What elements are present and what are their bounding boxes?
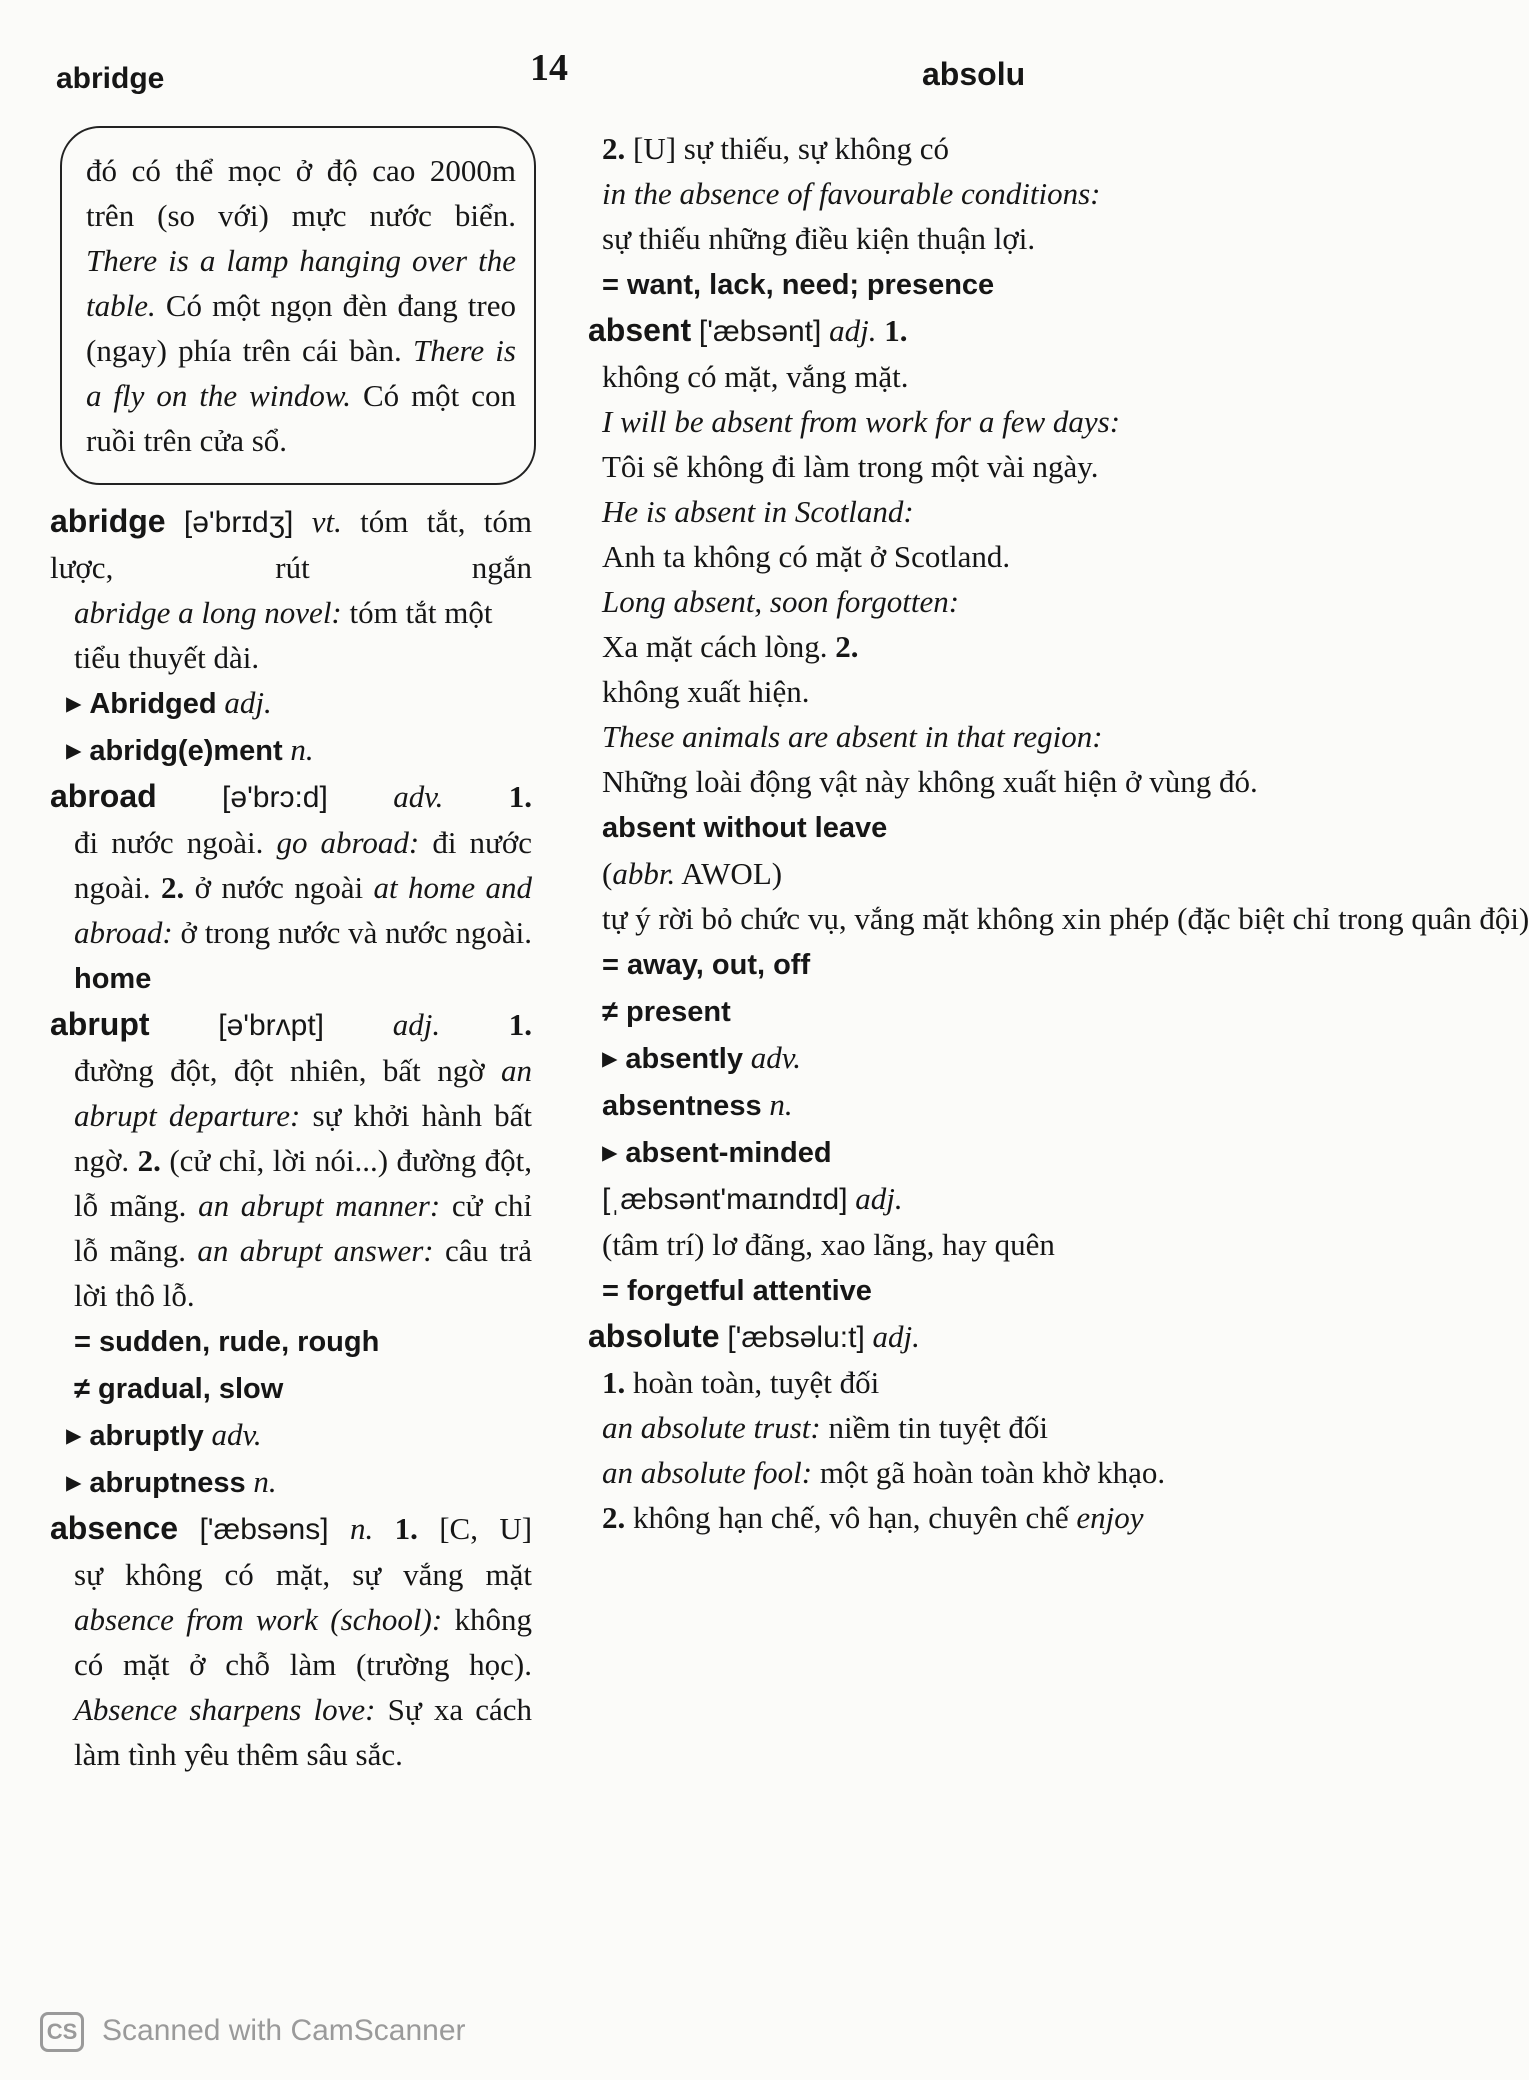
example-translation: cử chỉ lỗ mãng.	[74, 1188, 532, 1268]
part-of-speech: vt.	[311, 504, 342, 539]
example: at home and abroad:	[74, 870, 532, 950]
definition: tóm tắt, tóm lược, rút ngắn	[50, 504, 532, 585]
headword: absolute	[588, 1318, 720, 1354]
opposite: home	[74, 963, 152, 995]
definition: không xuất hiện.	[602, 674, 810, 709]
grammar-code: [C, U]	[439, 1511, 533, 1546]
note-example: There is a lamp hanging over the table.	[86, 243, 516, 323]
camscanner-logo-icon: CS	[40, 2012, 84, 2052]
definition: (cử chỉ, lời nói...) đường đột, lỗ mãng.	[74, 1143, 533, 1223]
headword: abridge	[50, 503, 166, 539]
example-translation: Anh ta không có mặt ở Scotland.	[602, 539, 1011, 574]
page-number: 14	[530, 47, 568, 89]
example: Absence sharpens love:	[74, 1692, 376, 1727]
entry-abridge	[50, 499, 532, 774]
entry-absent: absent ['æbsənt] adj. 1. không có mặt, vắng mặt. I will be absent from work for a few days: Tôi sẽ không đi làm trong một vài ngày. He is absent in Scotland: Anh ta không có mặt ở Scotland. Long absent, soon forgotten: Xa mặt cách lòng. 2. không xuất hiện. These animals are absent in that region: Những loài động vật này không xuất hiện ở vùng đó. absent without leave (abbr. AWOL) tự ý rời bỏ chức vụ, vắng mặt không xin phép (đặc biệt chỉ trong quân đội) = away, out, off ≠ present ▸ absently adv. absentness n. ▸ absent-minded [ˌæbsənt'maɪndɪd] adj. (tâm trí) lơ đãng, xao lãng, hay quên = forgetful attentive	[588, 312, 1529, 1307]
note-text: đó có thể mọc ở độ cao 2000m trên (so với) mực nước biển.	[86, 153, 516, 233]
definition: hoàn toàn, tuyệt đối	[633, 1365, 880, 1400]
derived-form: ▸ absent-minded	[602, 1134, 832, 1169]
right-column	[588, 126, 1529, 1540]
part-of-speech: adj.	[872, 1319, 920, 1354]
derived-form: ▸ absently adv.	[602, 1040, 801, 1075]
definition: sự thiếu, sự không có	[683, 131, 950, 166]
entry-absence: absence ['æbsəns] n. 1. [C, U] sự không có mặt, sự vắng mặt absence from work (school): không có mặt ở chỗ làm (trường học). Absence sharpens love: Sự xa cách làm tình yêu thêm sâu sắc.	[50, 1510, 533, 1772]
pronunciation: ['æbsənt]	[698, 315, 822, 348]
headword: absence	[50, 1510, 179, 1546]
part-of-speech: n.	[349, 1511, 374, 1546]
note-text: Có một ngọn đèn đang treo (ngay) phía trên cái bàn.	[86, 288, 516, 368]
pronunciation: [ˌæbsənt'maɪndɪd]	[602, 1183, 848, 1216]
example-translation: tóm tắt một tiểu thuyết dài.	[74, 595, 493, 675]
example: an absolute trust:	[602, 1410, 821, 1445]
synonyms: = forgetful attentive	[602, 1275, 872, 1307]
continued-text: 2. [U] sự thiếu, sự không có in the absence of favourable conditions: sự thiếu những điều kiện thuận lợi. = want, lack, need; presence	[602, 131, 1101, 301]
example: Long absent, soon forgotten:	[602, 584, 960, 619]
example-translation: Sự xa cách làm tình yêu thêm sâu sắc.	[74, 1692, 533, 1772]
example: an absolute fool:	[602, 1455, 813, 1490]
synonyms: = sudden, rude, rough	[74, 1326, 380, 1358]
definition: (tâm trí) lơ đãng, xao lãng, hay quên	[602, 1227, 1055, 1262]
part-of-speech: adj.	[392, 1007, 441, 1042]
definition: không hạn chế, vô hạn, chuyên chế	[633, 1500, 1069, 1535]
pronunciation: [ə'brɪdʒ]	[183, 506, 294, 539]
headword: abrupt	[50, 1006, 150, 1042]
watermark-text: Scanned with CamScanner	[102, 2014, 466, 2047]
guide-word-left: abridge	[56, 62, 165, 95]
example-translation: ở trong nước và nước ngoài.	[180, 915, 533, 950]
definition: sự không có mặt, sự vắng mặt	[74, 1557, 532, 1592]
pronunciation: ['æbsəlu:t]	[727, 1321, 865, 1354]
example: an abrupt departure:	[74, 1053, 532, 1133]
note-example: There is a fly on the window.	[86, 333, 516, 413]
pronunciation: ['æbsəns]	[199, 1513, 329, 1546]
page-header	[0, 42, 1024, 112]
derived-form: absentness n.	[602, 1087, 793, 1122]
antonyms: ≠ gradual, slow	[74, 1373, 284, 1405]
pronunciation: [ə'brʌpt]	[218, 1009, 325, 1042]
example: an abrupt manner:	[198, 1188, 441, 1223]
pronunciation: [ə'brɔ:d]	[222, 781, 328, 814]
entry-abroad: abroad [ə'brɔ:d] adv. 1. đi nước ngoài. go abroad: đi nước ngoài. 2. ở nước ngoài at home and abroad: ở trong nước và nước ngoài. home	[50, 778, 533, 995]
example-translation: một gã hoàn toàn khờ khạo.	[819, 1455, 1166, 1490]
example-translation: Những loài động vật này không xuất hiện ở vùng đó.	[602, 764, 1258, 799]
example: He is absent in Scotland:	[602, 494, 914, 529]
entry-absolute: absolute ['æbsəlu:t] adj. 1. hoàn toàn, tuyệt đối an absolute trust: niềm tin tuyệt đối an absolute fool: một gã hoàn toàn khờ khạo. 2. không hạn chế, vô hạn, chuyên chế enjoy	[588, 1318, 1166, 1535]
example: enjoy	[1076, 1500, 1144, 1535]
part-of-speech: adj.	[829, 313, 877, 348]
example-translation: câu trả lời thô lỗ.	[74, 1233, 532, 1313]
example: go abroad:	[276, 825, 420, 860]
example: abridge a long novel:	[74, 595, 342, 630]
example: an abrupt answer:	[197, 1233, 434, 1268]
example-translation: niềm tin tuyệt đối	[828, 1410, 1049, 1445]
definition: ở nước ngoài	[194, 870, 364, 905]
headword: absent	[588, 312, 692, 348]
example-translation: sự khởi hành bất ngờ.	[74, 1098, 533, 1178]
example-translation: Xa mặt cách lòng.	[602, 629, 828, 664]
example-translation: sự thiếu những điều kiện thuận lợi.	[602, 221, 1036, 256]
synonyms: = away, out, off	[602, 949, 811, 981]
note-text: Có một con ruồi trên cửa sổ.	[86, 378, 516, 458]
idiom-definition: tự ý rời bỏ chức vụ, vắng mặt không xin phép (đặc biệt chỉ trong quân đội)	[602, 901, 1529, 936]
derived-form: ▸ abruptly adv.	[66, 1417, 262, 1452]
abbreviation: AWOL)	[681, 856, 783, 891]
definition: không có mặt, vắng mặt.	[602, 359, 909, 394]
example: I will be absent from work for a few days:	[602, 404, 1121, 439]
example-translation: đi nước ngoài.	[74, 825, 532, 905]
derived-form: ▸ abridg(e)ment n.	[66, 732, 314, 767]
example: in the absence of favourable conditions:	[602, 176, 1101, 211]
example-translation: Tôi sẽ không đi làm trong một vài ngày.	[602, 449, 1099, 484]
guide-word-right: absolu	[922, 56, 1026, 92]
derived-form: ▸ Abridged adj.	[66, 685, 272, 720]
opposite: presence	[866, 269, 995, 301]
usage-note-box	[60, 126, 536, 485]
derived-form: ▸ abruptness n.	[66, 1464, 277, 1499]
headword: abroad	[50, 778, 157, 814]
entry-abrupt: abrupt [ə'brʌpt] adj. 1. đường đột, đột nhiên, bất ngờ an abrupt departure: sự khởi hành bất ngờ. 2. (cử chỉ, lời nói...) đường đột, lỗ mãng. an abrupt manner: cử chỉ lỗ mãng. an abrupt answer: câu trả lời thô lỗ. = sudden, rude, rough ≠ gradual, slow ▸ abruptly adv. ▸ abruptness n.	[50, 1002, 532, 1506]
example: absence from work (school):	[74, 1602, 443, 1637]
left-column	[50, 126, 532, 1777]
synonyms: = want, lack, need;	[602, 269, 860, 301]
part-of-speech: adv.	[393, 779, 444, 814]
example-translation: không có mặt ở chỗ làm (trường học).	[74, 1602, 533, 1682]
antonyms: ≠ present	[602, 996, 731, 1028]
definition: đường đột, đột nhiên, bất ngờ	[74, 1053, 485, 1088]
idiom: absent without leave	[602, 812, 888, 844]
example: These animals are absent in that region:	[602, 719, 1103, 754]
definition: đi nước ngoài.	[74, 825, 264, 860]
